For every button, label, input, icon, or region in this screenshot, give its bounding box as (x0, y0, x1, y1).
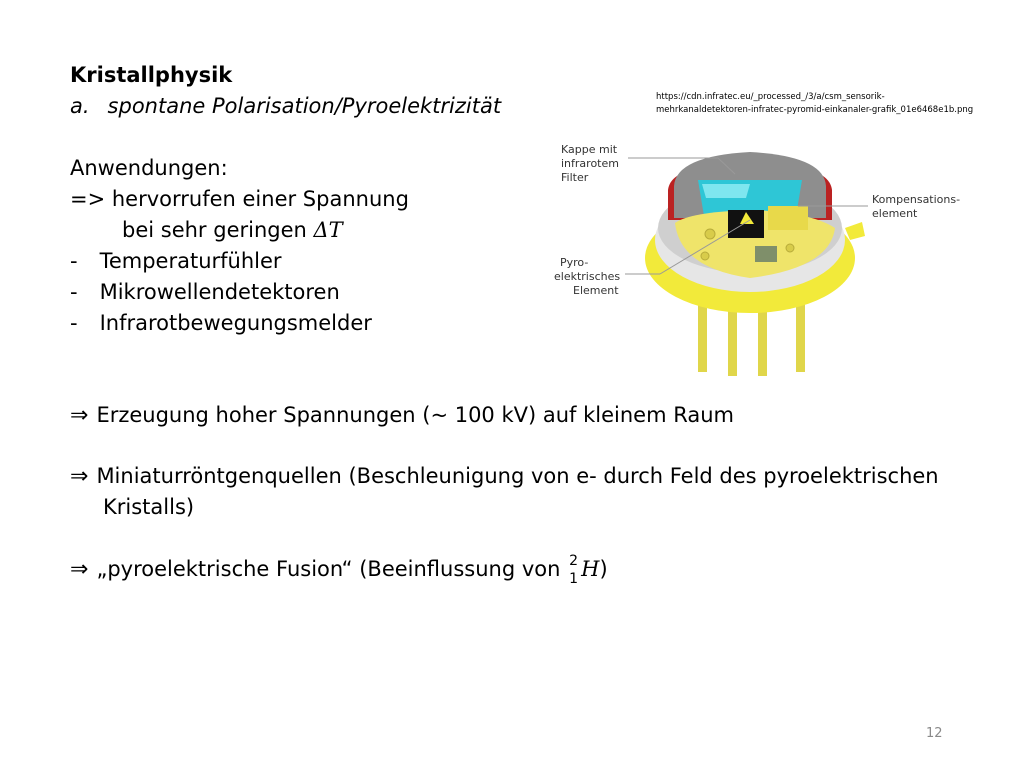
arrow-bullet-1 (70, 400, 734, 431)
list-dash: - (70, 311, 78, 335)
board-pad (786, 244, 794, 252)
bullet-text: Miniaturröntgenquellen (Beschleunigung von e- durch Feld des pyroelektrischen (96, 464, 939, 488)
list-item (70, 308, 372, 339)
label-pyro-line-1: Pyro- (560, 256, 589, 269)
bullet-text-end: ) (599, 557, 608, 581)
label-kompensation-line-1: Kompensations- (872, 193, 961, 206)
subtitle-text: spontane Polarisation/Pyroelektrizität (107, 94, 502, 118)
image-source-url-line-1[interactable]: https://cdn.infratec.eu/_processed_/3/a/csm_sensorik- (656, 92, 885, 102)
label-kompensation-line-2: element (872, 207, 918, 220)
slide-title: Kristallphysik (70, 63, 233, 87)
applications-line-1: => hervorrufen einer Spannung (70, 187, 409, 211)
list-text: Infrarotbewegungsmelder (99, 311, 372, 335)
board-pad (705, 229, 715, 239)
subtitle-marker: a. (70, 94, 90, 118)
label-pyro-line-2: elektrisches (554, 270, 621, 283)
applications-line-2 (122, 215, 343, 246)
list-item (70, 277, 340, 308)
label-pyro-line-3: Element (573, 284, 619, 297)
list-item (70, 246, 282, 277)
isotope-atomic-number: 1 (569, 571, 579, 587)
isotope-notation (567, 554, 581, 585)
list-dash: - (70, 280, 78, 304)
image-source-url-line-2[interactable]: mehrkanaldetektoren-infratec-pyromid-einkanaler-grafik_01e6468e1b.png (656, 105, 974, 115)
slide-subtitle (70, 91, 501, 122)
filter-highlight (702, 184, 750, 198)
list-text: Temperaturfühler (99, 249, 282, 273)
applications-line-2-text: bei sehr geringen (122, 218, 314, 242)
arrow-bullet-3 (70, 554, 608, 585)
sensor-tab (845, 222, 865, 240)
page-number: 12 (926, 726, 943, 741)
delta-t-math: ΔT (313, 218, 343, 242)
label-kappe-line-2: infrarotem (561, 157, 619, 170)
isotope-mass-number: 2 (569, 553, 579, 569)
list-dash: - (70, 249, 78, 273)
applications-heading: Anwendungen: (70, 156, 228, 180)
double-arrow-icon: ⇒ (70, 557, 89, 582)
double-arrow-icon: ⇒ (70, 403, 89, 428)
board-pad (701, 252, 709, 260)
arrow-bullet-2 (70, 461, 939, 492)
list-text: Mikrowellendetektoren (99, 280, 340, 304)
board-component (755, 246, 777, 262)
isotope-symbol: H (581, 557, 600, 581)
arrow-bullet-2-continuation: Kristalls) (103, 495, 195, 519)
double-arrow-icon: ⇒ (70, 464, 89, 489)
label-kappe-line-3: Filter (561, 171, 589, 184)
label-kappe-line-1: Kappe mit (561, 143, 618, 156)
compensation-element (768, 206, 808, 230)
bullet-text: Erzeugung hoher Spannungen (~ 100 kV) auf kleinem Raum (96, 403, 734, 427)
bullet-text: „pyroelektrische Fusion“ (Beeinflussung von (96, 557, 568, 581)
